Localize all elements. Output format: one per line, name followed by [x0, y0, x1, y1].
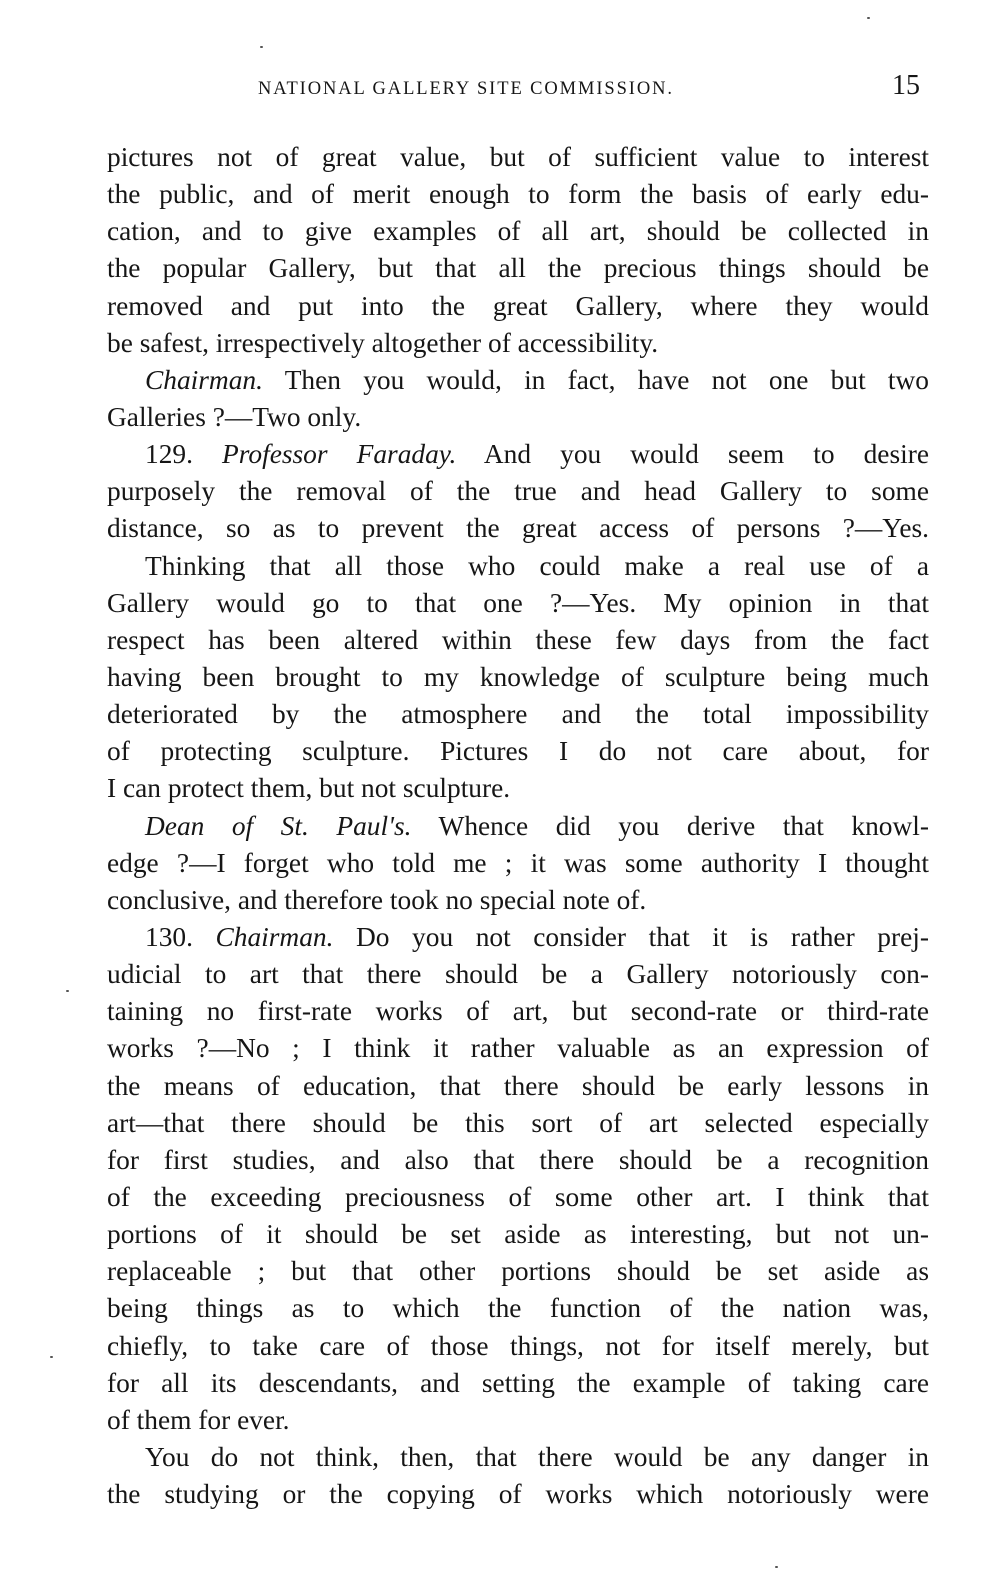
page-number: 15	[892, 70, 920, 101]
speaker-name: Dean of St. Paul's.	[145, 810, 412, 841]
text-line: I can protect them, but not sculpture.	[107, 773, 511, 804]
text-line: for first studies, and also that there should be a recognition	[107, 1144, 929, 1175]
text-line: being things as to which the function of the nation was,	[107, 1293, 929, 1324]
text-line: Thinking that all those who could make a real use of a	[145, 550, 929, 581]
text-line: cation, and to give examples of all art, should be collected in	[107, 216, 929, 247]
line-text: Do you not consider that it is rather prej-	[333, 921, 929, 952]
running-head: NATIONAL GALLERY SITE COMMISSION.	[258, 79, 674, 99]
text-line: edge ?—I forget who told me ; it was some authority I thought	[107, 847, 929, 878]
text-line	[107, 808, 929, 845]
text-line: chiefly, to take care of those things, not for itself merely, but	[107, 1330, 929, 1361]
text-line: for all its descendants, and setting the example of taking care	[107, 1367, 929, 1398]
text-line: purposely the removal of the true and head Gallery to some	[107, 476, 929, 507]
text-line: works ?—No ; I think it rather valuable as an expression of	[107, 1033, 929, 1064]
text-line: respect has been altered within these few days from the fact	[107, 624, 929, 655]
body-text	[107, 139, 929, 1513]
text-line: replaceable ; but that other portions should be set aside as	[107, 1256, 929, 1287]
text-line: removed and put into the great Gallery, where they would	[107, 290, 929, 321]
text-line: of them for ever.	[107, 1404, 290, 1435]
text-line	[107, 919, 929, 956]
scan-speck	[66, 990, 69, 992]
text-line: taining no first-rate works of art, but second-rate or third-rate	[107, 996, 929, 1027]
text-line: portions of it should be set aside as interesting, but not un-	[107, 1219, 929, 1250]
text-line: the means of education, that there should be early lessons in	[107, 1070, 929, 1101]
text-line: conclusive, and therefore took no special note of.	[107, 884, 647, 915]
text-line: pictures not of great value, but of sufficient value to interest	[107, 142, 929, 172]
text-line: the public, and of merit enough to form the basis of early edu-	[107, 179, 929, 210]
text-line: Galleries ?—Two only.	[107, 401, 362, 432]
text-line: having been brought to my knowledge of sculpture being much	[107, 661, 929, 692]
text-line: art—that there should be this sort of art selected especially	[107, 1107, 929, 1138]
line-text: Whence did you derive that knowl-	[411, 810, 929, 841]
scan-speck	[50, 1356, 53, 1358]
question-number: 130.	[145, 921, 193, 952]
text-line: of the exceeding preciousness of some other art. I think that	[107, 1181, 929, 1212]
text-line: udicial to art that there should be a Gallery notoriously con-	[107, 959, 929, 990]
text-line	[107, 436, 929, 473]
text-line: of protecting sculpture. Pictures I do not care about, for	[107, 736, 929, 767]
speaker-name: Chairman.	[145, 364, 263, 395]
text-line	[107, 362, 929, 399]
text-line: the studying or the copying of works which notoriously were	[107, 1479, 929, 1510]
text-line: the popular Gallery, but that all the precious things should be	[107, 253, 929, 284]
line-text: Then you would, in fact, have not one but two	[262, 364, 929, 395]
scan-speck	[867, 17, 870, 19]
text-line: distance, so as to prevent the great access of persons ?—Yes.	[107, 513, 929, 544]
text-line: You do not think, then, that there would be any danger in	[145, 1441, 929, 1472]
question-number: 129.	[145, 439, 193, 470]
speaker-name: Professor Faraday.	[222, 439, 457, 470]
scan-speck	[260, 46, 263, 48]
scan-speck	[775, 1566, 778, 1568]
text-line: deteriorated by the atmosphere and the total impossibility	[107, 699, 929, 730]
text-line: be safest, irrespectively altogether of accessibility.	[107, 327, 659, 358]
line-text: And you would seem to desire	[456, 439, 929, 470]
text-line: Gallery would go to that one ?—Yes. My opinion in that	[107, 587, 929, 618]
page-header	[0, 70, 1000, 106]
speaker-name: Chairman.	[215, 921, 334, 952]
